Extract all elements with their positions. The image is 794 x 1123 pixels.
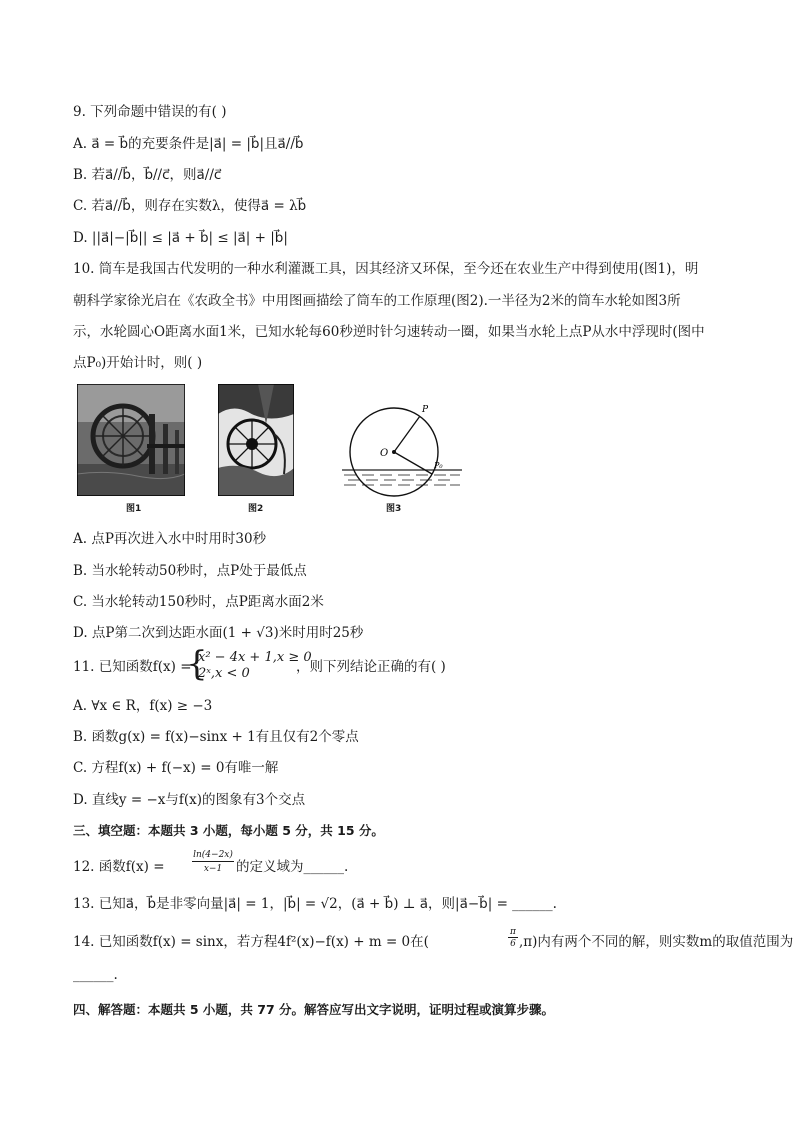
section-3-heading: 三、填空题：本题共 3 小题，每小题 5 分，共 15 分。 [73, 823, 384, 838]
section-4-heading: 四、解答题：本题共 5 小题，共 77 分。解答应写出文字说明，证明过程或演算步骤。 [73, 1002, 555, 1017]
q10-stem-line4: 点P₀)开始计时，则( ) [73, 355, 203, 371]
q11-option-a: A. ∀x ∈ R，f(x) ≥ −3 [73, 698, 213, 714]
figure-1-caption: 图1 [126, 504, 142, 514]
q11-stem-prefix: 11. 已知函数f(x) = [73, 659, 192, 675]
q12-suffix: 的定义域为______. [236, 859, 349, 875]
q12-fraction-denominator: x−1 [203, 864, 223, 874]
figure-3-wheel-diagram [338, 390, 468, 500]
q14-fraction-denominator: 6 [510, 939, 516, 949]
q9-stem: 9. 下列命题中错误的有( ) [73, 104, 227, 120]
q9-option-b: B. 若a⃗//b⃗，b⃗//c⃗，则a⃗//c⃗ [73, 167, 222, 183]
q10-option-d: D. 点P第二次到达距水面(1 + √3)米时用时25秒 [73, 625, 364, 641]
radius-op [394, 416, 420, 452]
q11-case-2: 2ˣ,x < 0 [198, 666, 250, 681]
q10-option-c: C. 当水轮转动150秒时，点P距离水面2米 [73, 594, 324, 610]
water-surface-hatching [342, 470, 462, 485]
q14-suffix: ,π)内有两个不同的解，则实数m的取值范围为 [519, 934, 794, 950]
label-o: O [380, 448, 389, 459]
q11-option-d: D. 直线y = −x与f(x)的图象有3个交点 [73, 792, 306, 808]
figure-2-waterwheel-drawing [218, 384, 294, 496]
q14-fraction-numerator: π [508, 927, 518, 938]
q10-option-b: B. 当水轮转动50秒时，点P处于最低点 [73, 563, 307, 579]
q14-blank: ______. [73, 967, 118, 983]
q10-option-a: A. 点P再次进入水中时用时30秒 [73, 531, 267, 547]
q10-stem-line2: 朝科学家徐光启在《农政全书》中用图画描绘了筒车的工作原理(图2).一半径为2米的筒车水轮如图3所 [73, 293, 681, 309]
q12-fraction-numerator: ln(4−2x) [193, 850, 233, 860]
q12-prefix: 12. 函数f(x) = [73, 859, 165, 875]
figure-1-waterwheel-photo [77, 384, 185, 496]
q11-option-c: C. 方程f(x) + f(−x) = 0有唯一解 [73, 760, 279, 776]
q9-option-d: D. ||a⃗|−|b⃗|| ≤ |a⃗ + b⃗| ≤ |a⃗| + |b⃗| [73, 230, 288, 246]
q9-option-a: A. a⃗ = b⃗的充要条件是|a⃗| = |b⃗|且a⃗//b⃗ [73, 136, 304, 152]
q10-stem-line1: 10. 筒车是我国古代发明的一种水利灌溉工具，因其经济又环保，至今还在农业生产中得到使用(图1)，明 [73, 261, 699, 277]
label-p0: P₀ [434, 461, 443, 470]
q10-stem-line3: 示，水轮圆心O距离水面1米，已知水轮每60秒逆时针匀速转动一圈，如果当水轮上点P从水中浮现时(图中 [73, 324, 705, 340]
figure-2-caption: 图2 [248, 504, 264, 514]
q9-option-c: C. 若a⃗//b⃗，则存在实数λ，使得a⃗ = λb⃗ [73, 198, 307, 214]
figure-3-caption: 图3 [386, 504, 402, 514]
radius-op0 [394, 452, 432, 474]
q13-text: 13. 已知a⃗，b⃗是非零向量|a⃗| = 1，|b⃗| = √2，(a⃗ + b⃗) ⊥ a⃗，则|a⃗−b⃗| = ______. [73, 896, 557, 912]
q14-prefix: 14. 已知函数f(x) = sinx，若方程4f²(x)−f(x) + m = 0在( [73, 934, 429, 950]
q11-piecewise-brace: { [186, 644, 208, 684]
q11-case-1: x² − 4x + 1,x ≥ 0 [198, 650, 312, 665]
label-p: P [422, 405, 429, 415]
q11-option-b: B. 函数g(x) = f(x)−sinx + 1有且仅有2个零点 [73, 729, 359, 745]
q11-stem-suffix: ，则下列结论正确的有( ) [296, 659, 446, 675]
